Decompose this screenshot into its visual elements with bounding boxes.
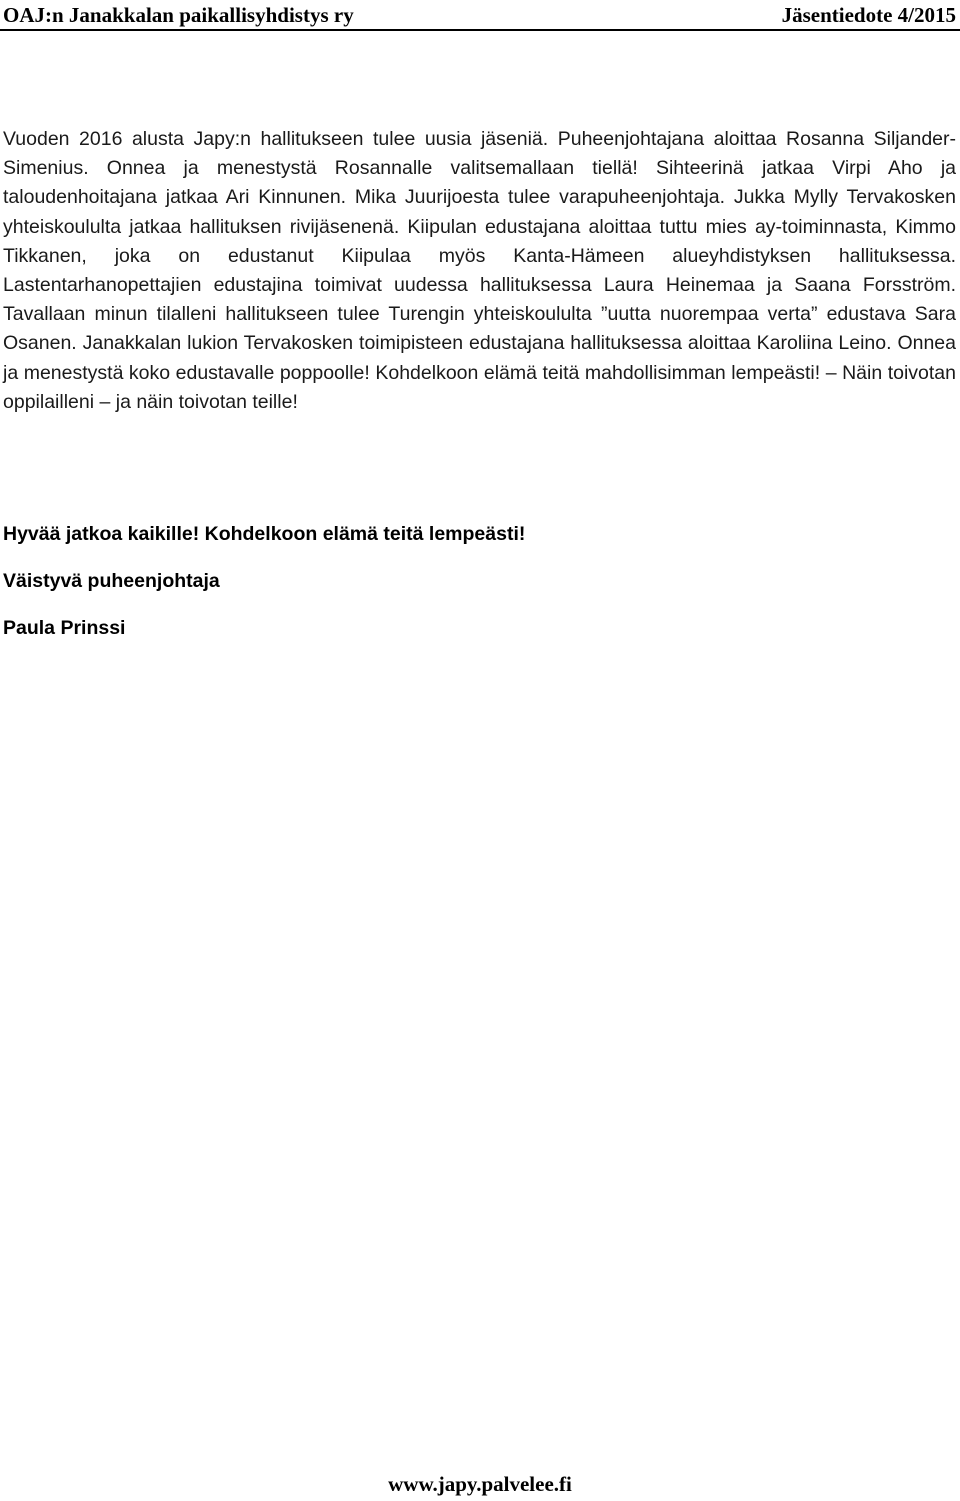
organization-name: OAJ:n Janakkalan paikallisyhdistys ry <box>3 3 354 27</box>
header-divider <box>0 29 960 31</box>
footer-url: www.japy.palvelee.fi <box>388 1472 572 1496</box>
paragraph-part-2: Jukka Mylly Tervakosken yhteiskoululta jatkaa hallituksen rivijäsenenä. <box>3 186 956 238</box>
closing-greeting: Hyvää jatkoa kaikille! Kohdelkoon elämä teitä lempeästi! <box>3 523 526 545</box>
issue-number: Jäsentiedote 4/2015 <box>781 3 956 27</box>
newsletter-paragraph <box>3 125 956 417</box>
paragraph-part-1: Vuoden 2016 alusta Japy:n hallitukseen tulee uusia jäseniä. Puheenjohtajana aloittaa Rosanna Siljander-Simenius. Onnea ja menestystä Rosannalle valitsemallaan tiellä! Sihteerinä jatkaa Virpi Aho ja taloudenhoitajana jatkaa Ari Kinnunen. Mika Juurijoesta tulee varapuheenjohtaja. <box>3 128 956 209</box>
page-header <box>3 2 956 28</box>
paragraph-part-3: Kiipulan edustajana aloittaa tuttu mies ay-toiminnasta, Kimmo Tikkanen, joka on edustanut Kiipulaa myös Kanta-Hämeen alueyhdistyksen hallituksessa. Lastentarhanopettajien edustajina toimivat uudessa hallituksessa Laura Heinemaa ja Saana Forsström. Tavallaan minun tilalleni hallitukseen tulee Turengin yhteiskoululta ”uutta nuorempaa verta” edustava Sara Osanen. Janakkalan lukion Tervakosken toimipisteen edustajana hallituksessa aloittaa Karoliina Leino. Onnea ja menestystä koko edustavalle poppoolle! Kohdelkoon elämä teitä mahdollisimman lempeästi! – Näin toivotan oppilailleni – ja näin toivotan teille! <box>3 215 957 413</box>
signer-name: Paula Prinssi <box>3 617 126 639</box>
signer-role: Väistyvä puheenjohtaja <box>3 570 220 592</box>
